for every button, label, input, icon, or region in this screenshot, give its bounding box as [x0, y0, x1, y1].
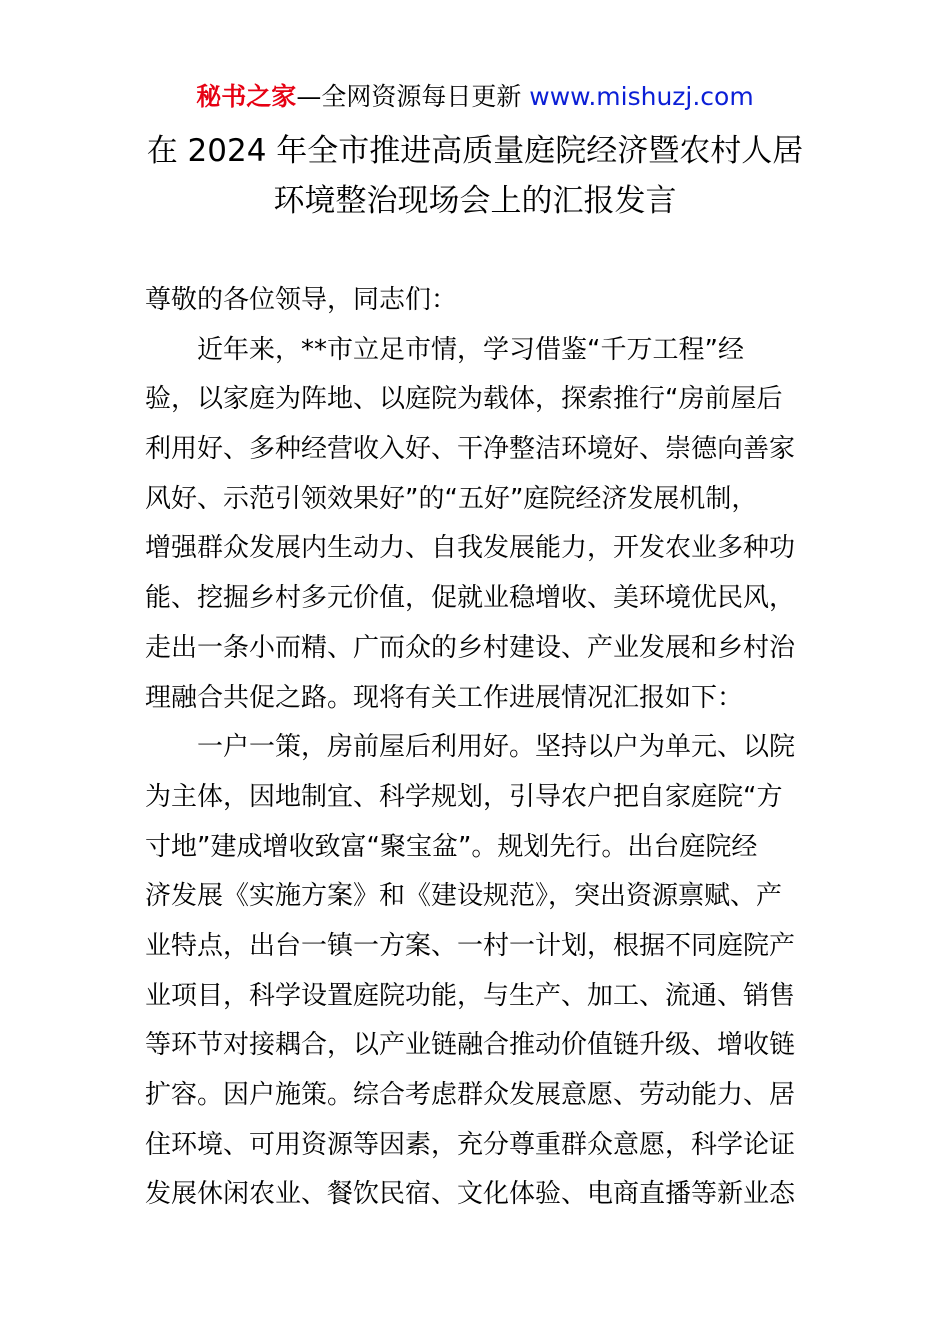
- site-header: [0, 80, 950, 114]
- body-line: 增强群众发展内生动力、自我发展能力，开发农业多种功: [145, 533, 796, 564]
- body-line: 利用好、多种经营收入好、干净整洁环境好、崇德向善家: [145, 434, 796, 465]
- brand-name: 秘书之家: [196, 82, 297, 111]
- body-line: 业特点，出台一镇一方案、一村一计划，根据不同庭院产: [145, 930, 796, 961]
- body-line: 近年来，**市立足市情，学习借鉴“千万工程”经: [197, 334, 744, 365]
- body-line: 为主体，因地制宜、科学规划，引导农户把自家庭院“方: [145, 781, 783, 812]
- body-line: 住环境、可用资源等因素，充分尊重群众意愿，科学论证: [145, 1129, 796, 1160]
- body-line: 济发展《实施方案》和《建设规范》，突出资源禀赋、产: [145, 881, 783, 912]
- title-line-1: 在 2024 年全市推进高质量庭院经济暨农村人居: [146, 133, 804, 169]
- title-line-2: 环境整治现场会上的汇报发言: [273, 183, 677, 219]
- header-slogan: —全网资源每日更新: [296, 82, 522, 111]
- document-title: [0, 126, 950, 226]
- body-line: 理融合共促之路。现将有关工作进展情况汇报如下：: [145, 682, 744, 713]
- body-line: 等环节对接耦合，以产业链融合推动价值链升级、增收链: [145, 1030, 796, 1061]
- body-line: 风好、示范引领效果好”的“五好”庭院经济发展机制，: [145, 483, 758, 514]
- body-line: 发展休闲农业、餐饮民宿、文化体验、电商直播等新业态: [145, 1179, 796, 1210]
- body-line: 一户一策，房前屋后利用好。坚持以户为单元、以院: [197, 732, 796, 763]
- body-line: 业项目，科学设置庭院功能，与生产、加工、流通、销售: [145, 980, 796, 1011]
- body-line: 能、挖掘乡村多元价值，促就业稳增收、美环境优民风，: [145, 583, 796, 614]
- document-body: [145, 276, 810, 1220]
- body-line: 验，以家庭为阵地、以庭院为载体，探索推行“房前屋后: [145, 384, 783, 415]
- body-line: 走出一条小而精、广而众的乡村建设、产业发展和乡村治: [145, 632, 796, 663]
- body-line: 寸地”建成增收致富“聚宝盆”。规划先行。出台庭院经: [145, 831, 758, 862]
- salutation: 尊敬的各位领导，同志们：: [145, 285, 458, 315]
- body-line: 扩容。因户施策。综合考虑群众发展意愿、劳动能力、居: [145, 1080, 796, 1110]
- site-url-link[interactable]: www.mishuzj.com: [529, 82, 754, 111]
